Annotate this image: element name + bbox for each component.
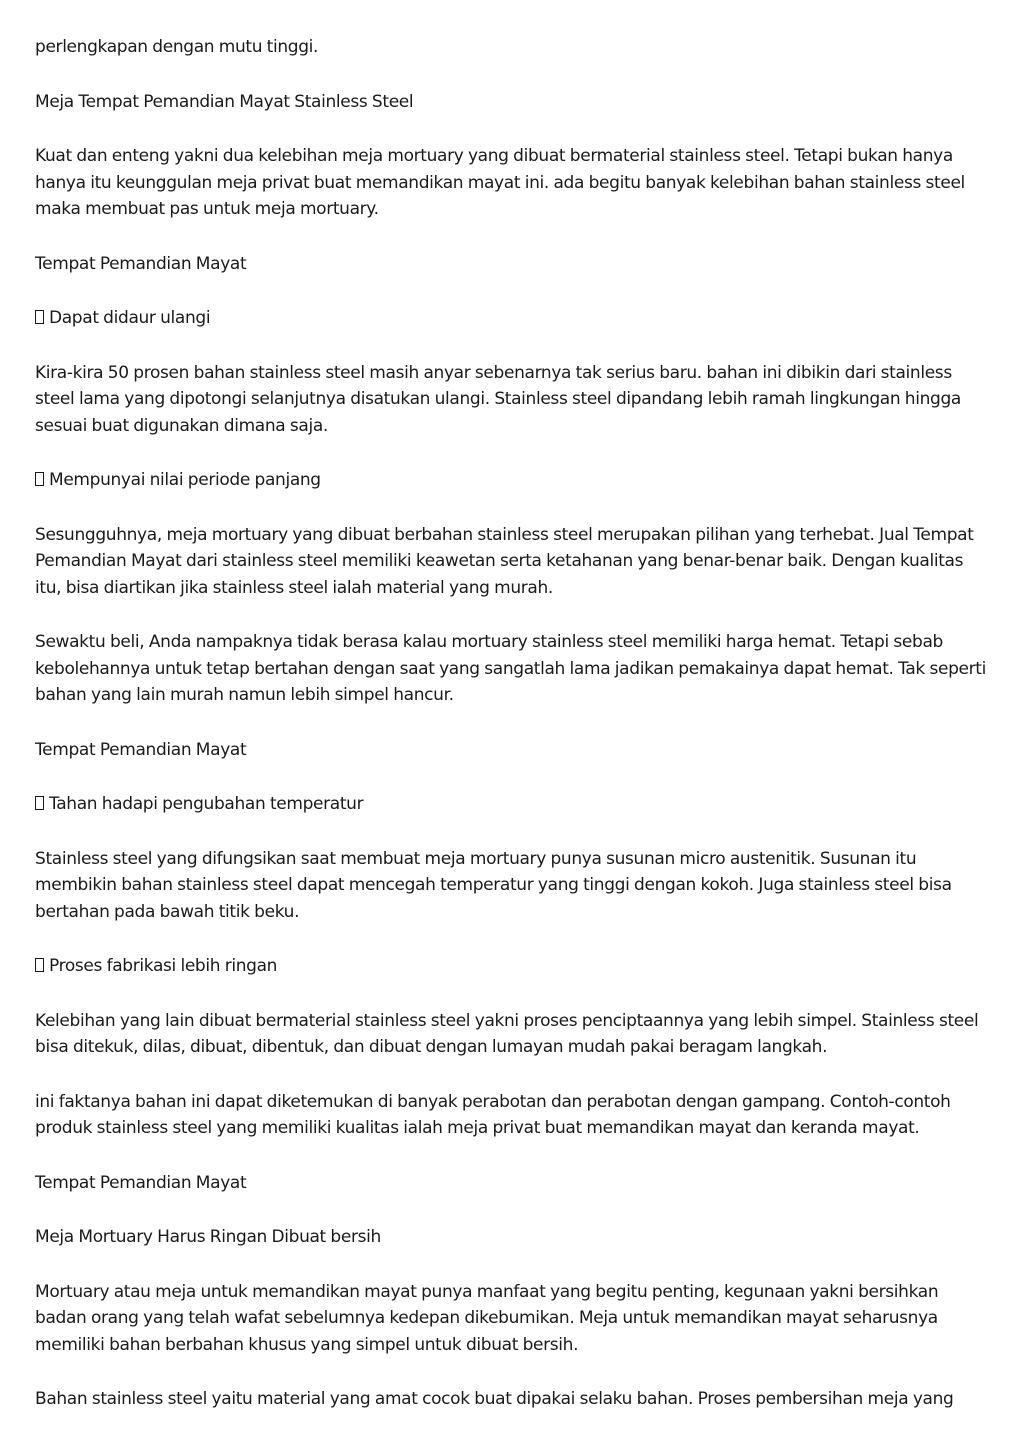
document-page (35, 34, 993, 1441)
paragraph: perlengkapan dengan mutu tinggi. (35, 37, 319, 57)
bullet-item (35, 467, 993, 494)
paragraph: Kelebihan yang lain dibuat bermaterial stainless steel yakni proses penciptaannya yang lebih simpel. Stainless steel bisa ditekuk, dilas, dibuat, dibentuk, dan dibuat dengan lumayan mudah pakai beragam langkah. (35, 1010, 979, 1057)
section-heading: Meja Tempat Pemandian Mayat Stainless Steel (35, 91, 414, 112)
bullet-item-label: Proses fabrikasi lebih ringan (49, 956, 278, 976)
paragraph: Kuat dan enteng yakni dua kelebihan meja mortuary yang dibuat bermaterial stainless steel. Tetapi bukan hanya hanya itu keunggulan meja privat buat memandikan mayat ini. ada begitu banyak kelebihan bahan stainless steel maka membuat pas untuk meja mortuary. (35, 146, 965, 219)
bullet-item-label: Mempunyai nilai periode panjang (49, 470, 321, 490)
paragraph: Mortuary atau meja untuk memandikan mayat punya manfaat yang begitu penting, kegunaan yakni bersihkan badan orang yang telah wafat sebelumnya kedepan dikebumikan. Meja untuk memandikan mayat seharusnya memiliki bahan berbahan khusus yang simpel untuk dibuat bersih. (35, 1281, 939, 1355)
section-heading: Tempat Pemandian Mayat (35, 253, 247, 274)
missing-glyph-icon (35, 472, 44, 486)
section-heading: Meja Mortuary Harus Ringan Dibuat bersih (35, 1227, 381, 1247)
paragraph: Sesungguhnya, meja mortuary yang dibuat berbahan stainless steel merupakan pilihan yang terhebat. Jual Tempat Pemandian Mayat dari stainless steel memiliki keawetan serta ketahanan yang benar-benar baik. Dengan kualitas itu, bisa diartikan jika stainless steel ialah material yang murah. (35, 524, 974, 598)
section-heading: Tempat Pemandian Mayat (35, 739, 247, 760)
paragraph: Kira-kira 50 prosen bahan stainless steel masih anyar sebenarnya tak serius baru. bahan ini dibikin dari stainless steel lama yang dipotongi selanjutnya disatukan ulangi. Stainless steel dipandang lebih ramah lingkungan hingga sesuai buat digunakan dimana saja. (35, 362, 961, 436)
missing-glyph-icon (35, 958, 44, 972)
bullet-item (35, 305, 993, 332)
paragraph: Stainless steel yang difungsikan saat membuat meja mortuary punya susunan micro austenitik. Susunan itu membikin bahan stainless steel dapat mencegah temperatur yang tinggi dengan kokoh. Juga stainless steel bisa bertahan pada bawah titik beku. (35, 848, 952, 922)
bullet-item (35, 791, 993, 818)
paragraph: Sewaktu beli, Anda nampaknya tidak berasa kalau mortuary stainless steel memiliki harga hemat. Tetapi sebab kebolehannya untuk tetap bertahan dengan saat yang sangatlah lama jadikan pemakainya dapat hemat. Tak seperti bahan yang lain murah namun lebih simpel hancur. (35, 632, 986, 705)
paragraph: Bahan stainless steel yaitu material yang amat cocok buat dipakai selaku bahan. Proses pembersihan meja yang (35, 1389, 954, 1409)
bullet-item-label: Tahan hadapi pengubahan temperatur (49, 794, 364, 814)
paragraph: ini faktanya bahan ini dapat diketemukan di banyak perabotan dan perabotan dengan gampang. Contoh-contoh produk stainless steel yang memiliki kualitas ialah meja privat buat memandikan mayat dan keranda mayat. (35, 1091, 951, 1138)
missing-glyph-icon (35, 310, 44, 324)
bullet-item (35, 953, 993, 980)
bullet-item-label: Dapat didaur ulangi (49, 308, 211, 328)
missing-glyph-icon (35, 796, 44, 810)
section-heading: Tempat Pemandian Mayat (35, 1172, 247, 1193)
